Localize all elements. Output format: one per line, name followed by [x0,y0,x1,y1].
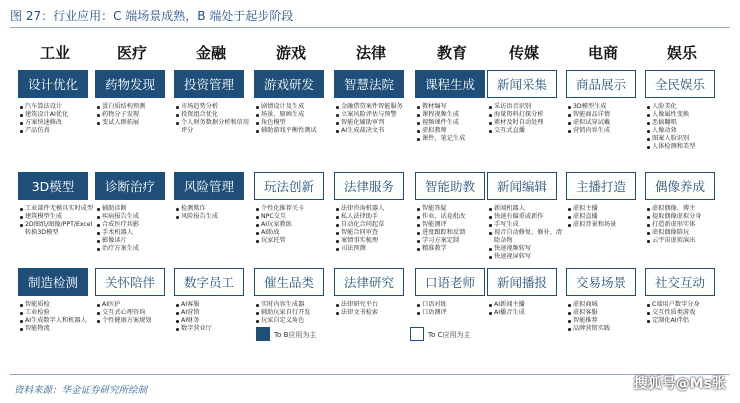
application-detail-list [97,103,171,127]
application-detail-list [176,205,250,221]
detail-item: 快速有偏重或新作 [489,213,563,221]
watermark: 搜狐号@Ms张 [633,376,726,392]
industry-header: 医疗 [116,44,147,62]
detail-item: 视频课件生成 [417,119,491,127]
detail-item: 个人财务数据分析和信用评分 [176,119,250,135]
detail-item: 虚拟客服 [568,309,642,317]
detail-item: 虚拟直播 [568,213,642,221]
detail-item: 实时内容生成器 [256,301,330,309]
application-box: 新闻编辑 [487,172,557,200]
detail-item: 智能物流 [20,325,94,333]
application-box: 新闻采集 [487,70,557,98]
industry-header: 电商 [587,44,618,62]
application-detail-list [568,103,642,135]
application-detail-list [489,301,563,317]
detail-item: 智能推荐 [568,317,642,325]
detail-item: 辅助游戏平衡性测试 [256,127,330,135]
application-box: 全民娱乐 [645,70,715,98]
application-box: 偶像养成 [645,172,715,200]
application-box: 投资管理 [174,70,244,98]
detail-item: 药物分子发现 [97,111,171,119]
detail-item: 图案人脸识别 [647,135,721,143]
detail-item: 定制化AI伴侣 [647,317,721,325]
legend-b-swatch [256,327,270,341]
detail-item: 智能化辅助审判 [336,119,410,127]
application-box: 智慧法院 [334,70,404,98]
detail-item: 玩家托管 [256,237,330,245]
detail-item: 金融借贷案件智能服务 [336,103,410,111]
application-detail-list [20,205,94,237]
detail-item: 个性健康方案规划 [97,317,171,325]
detail-item: 人脸美化 [647,103,721,111]
application-box: 新闻播报 [487,268,557,296]
detail-item: C端用户数字分身 [647,301,721,309]
detail-item: 汽车算法设计 [20,103,94,111]
detail-item: 疾病报告生成 [97,213,171,221]
application-box: 主播打造 [566,172,636,200]
detail-item: 辅助诊断 [97,205,171,213]
detail-item: 案情事实梳理 [336,237,410,245]
detail-item: AI营销 [176,309,250,317]
detail-item: 产品仿真 [20,127,94,135]
industry-header: 工业 [39,44,70,62]
application-detail-list [256,103,330,135]
application-box: 法律服务 [334,172,404,200]
detail-item: 方案快速修改 [20,119,94,127]
detail-item: 自动化合同起草 [336,221,410,229]
application-box: 社交互动 [645,268,715,296]
detail-item: 虚拟教师 [417,127,491,135]
detail-item: AI生成裁决文书 [336,127,410,135]
application-box: 口语老师 [415,268,485,296]
detail-item: 智能测评 [417,221,491,229]
application-box: 商品展示 [566,70,636,98]
detail-item: 风险报告生成 [176,213,250,221]
detail-item: 检测欺诈 [176,205,250,213]
detail-item: 采访语音识别 [489,103,563,111]
application-detail-list [20,301,94,333]
detail-item: 智能质检 [20,301,94,309]
detail-item: AI财务 [176,317,250,325]
application-detail-list [489,205,563,261]
detail-item: 辅助玩家自行开发 [256,309,330,317]
detail-item: 智能商品详情 [568,111,642,119]
application-detail-list [568,301,642,333]
application-box: 法律研究 [334,268,404,296]
application-box: 交易场景 [566,268,636,296]
detail-item: 场景、原画生成 [256,111,330,119]
detail-item: 数字营业厅 [176,325,250,333]
industry-header: 传媒 [508,44,539,62]
detail-item: 2D图纸/图像/PPT/Excel转换3D模型 [20,221,94,237]
detail-item: 市场趋势分析 [176,103,250,111]
detail-item: 作业、试卷批改 [417,213,491,221]
detail-item: 蛋白质结构预测 [97,103,171,111]
detail-item: 私人法律助手 [336,213,410,221]
detail-item: 虚拟偶像、博主 [647,205,721,213]
application-detail-list [647,205,721,245]
detail-item: 建筑模型生成 [20,213,94,221]
detail-item: AI客服 [176,301,250,309]
application-detail-list [256,205,330,245]
application-detail-list [489,103,563,135]
application-detail-list [568,205,642,229]
detail-item: 交互性质类游戏 [647,309,721,317]
application-detail-list [647,301,721,325]
detail-item: 玩家自定义角色 [256,317,330,325]
detail-item: 云宇宙虚拟演出 [647,237,721,245]
footer-divider [10,374,730,375]
application-detail-list [417,205,491,253]
application-detail-list [97,301,171,325]
application-box: 关怀陪伴 [95,268,165,296]
application-detail-list [336,205,410,253]
detail-item: NPC交互 [256,213,330,221]
detail-item: 课程视频生成 [417,111,491,119]
detail-item: 虚拟试穿试戴 [568,119,642,127]
detail-item: 智能答疑 [417,205,491,213]
detail-item: 智能合同审查 [336,229,410,237]
detail-item: 精准教学 [417,245,491,253]
detail-item: AI玩家教练 [256,221,330,229]
detail-item: 法律咨询机器人 [336,205,410,213]
application-detail-list [336,301,410,317]
legend-b-label: To B应用为主 [274,331,317,339]
application-box: 药物发现 [95,70,165,98]
detail-item: 交互式心理咨询 [97,309,171,317]
detail-item: 人像动效 [647,127,721,135]
industry-header: 娱乐 [666,44,697,62]
application-box: 课程生成 [415,70,485,98]
industry-header: 法律 [355,44,386,62]
detail-item: 人像属性变换 [647,111,721,119]
detail-item: 品牌营销实践 [568,325,642,333]
application-detail-list [417,301,491,317]
detail-item: 课件、笔记生成 [417,135,491,143]
detail-item: 虚拟偶像陪玩 [647,229,721,237]
detail-item: 人体检测和美型 [647,143,721,151]
application-detail-list [176,301,250,333]
application-box: 制造检测 [18,268,88,296]
detail-item: 素材及时自动处理 [489,119,563,127]
application-box: 设计优化 [18,70,88,98]
detail-item: 合成医疗共影 [97,221,171,229]
detail-item: 口语对练 [417,301,491,309]
detail-item: 建筑设计AI优化 [20,111,94,119]
application-detail-list [336,103,410,135]
detail-item: 进度跟踪和反馈 [417,229,491,237]
detail-item: 恶搞翻唱 [647,119,721,127]
detail-item: 个性化推荐关卡 [256,205,330,213]
legend-c-label: To C应用为主 [428,331,471,339]
detail-item: 视音自动修复、修补、清除杂物 [489,229,563,245]
detail-item: AI生成数字人和机器人 [20,317,94,325]
legend-c-swatch [410,327,424,341]
detail-item: 法律研究平台 [336,301,410,309]
detail-item: 3D模型生成 [568,103,642,111]
detail-item: 立案风险评估与预警 [336,111,410,119]
application-box: 3D模型 [18,172,88,200]
application-detail-list [97,205,171,253]
detail-item: 投资组合优化 [176,111,250,119]
detail-item: 打造新虚形实体 [647,221,721,229]
application-box: 智能助教 [415,172,485,200]
detail-item: 教材编写 [417,103,491,111]
detail-item: 营销内容生成 [568,127,642,135]
detail-item: 角色模型 [256,119,330,127]
detail-item: 学习方案定制 [417,237,491,245]
detail-item: 交互式直播 [489,127,563,135]
application-box: 风险管理 [174,172,244,200]
detail-item: 虚拟主播 [568,205,642,213]
detail-item: 海量资料打探分析 [489,111,563,119]
application-detail-list [256,301,330,325]
detail-item: 影像读片 [97,237,171,245]
detail-item: 快速视频转写 [489,245,563,253]
industry-header: 金融 [195,44,226,62]
detail-item: 剧情设计及生成 [256,103,330,111]
title-divider [10,27,730,28]
detail-item: 新闻机器人 [489,205,563,213]
detail-item: 法律文书检索 [336,309,410,317]
detail-item: 快速视屏转写 [489,253,563,261]
application-box: 诊断治疗 [95,172,165,200]
industry-header: 教育 [436,44,467,62]
application-detail-list [647,103,721,151]
application-box: 催生品类 [254,268,324,296]
industry-header: 游戏 [275,44,306,62]
detail-item: AI新闻主播 [489,301,563,309]
application-box: 游戏研发 [254,70,324,98]
detail-item: AI播音生成 [489,309,563,317]
detail-item: 口语测评 [417,309,491,317]
detail-item: 提取偶像虚拟分身 [647,213,721,221]
application-detail-list [20,103,94,135]
application-detail-list [417,103,491,143]
application-box: 玩法创新 [254,172,324,200]
figure-title: 图 27：行业应用：C 端场景成熟，B 端处于起步阶段 [10,9,294,23]
detail-item: AI助战 [256,229,330,237]
detail-item: 虚拟背景和场景 [568,221,642,229]
detail-item: 司法预测 [336,245,410,253]
detail-item: 手写生成 [489,221,563,229]
detail-item: 变试人群拓展 [97,119,171,127]
application-box: 数字员工 [174,268,244,296]
detail-item: 手术机器人 [97,229,171,237]
detail-item: 治疗方案生成 [97,245,171,253]
application-detail-list [176,103,250,135]
detail-item: AI医护 [97,301,171,309]
detail-item: 工业检验 [20,309,94,317]
detail-item: 工业部件无模具实时成型 [20,205,94,213]
source-note: 资料来源：华金证券研究所绘制 [14,385,148,396]
detail-item: 虚拟商城 [568,301,642,309]
